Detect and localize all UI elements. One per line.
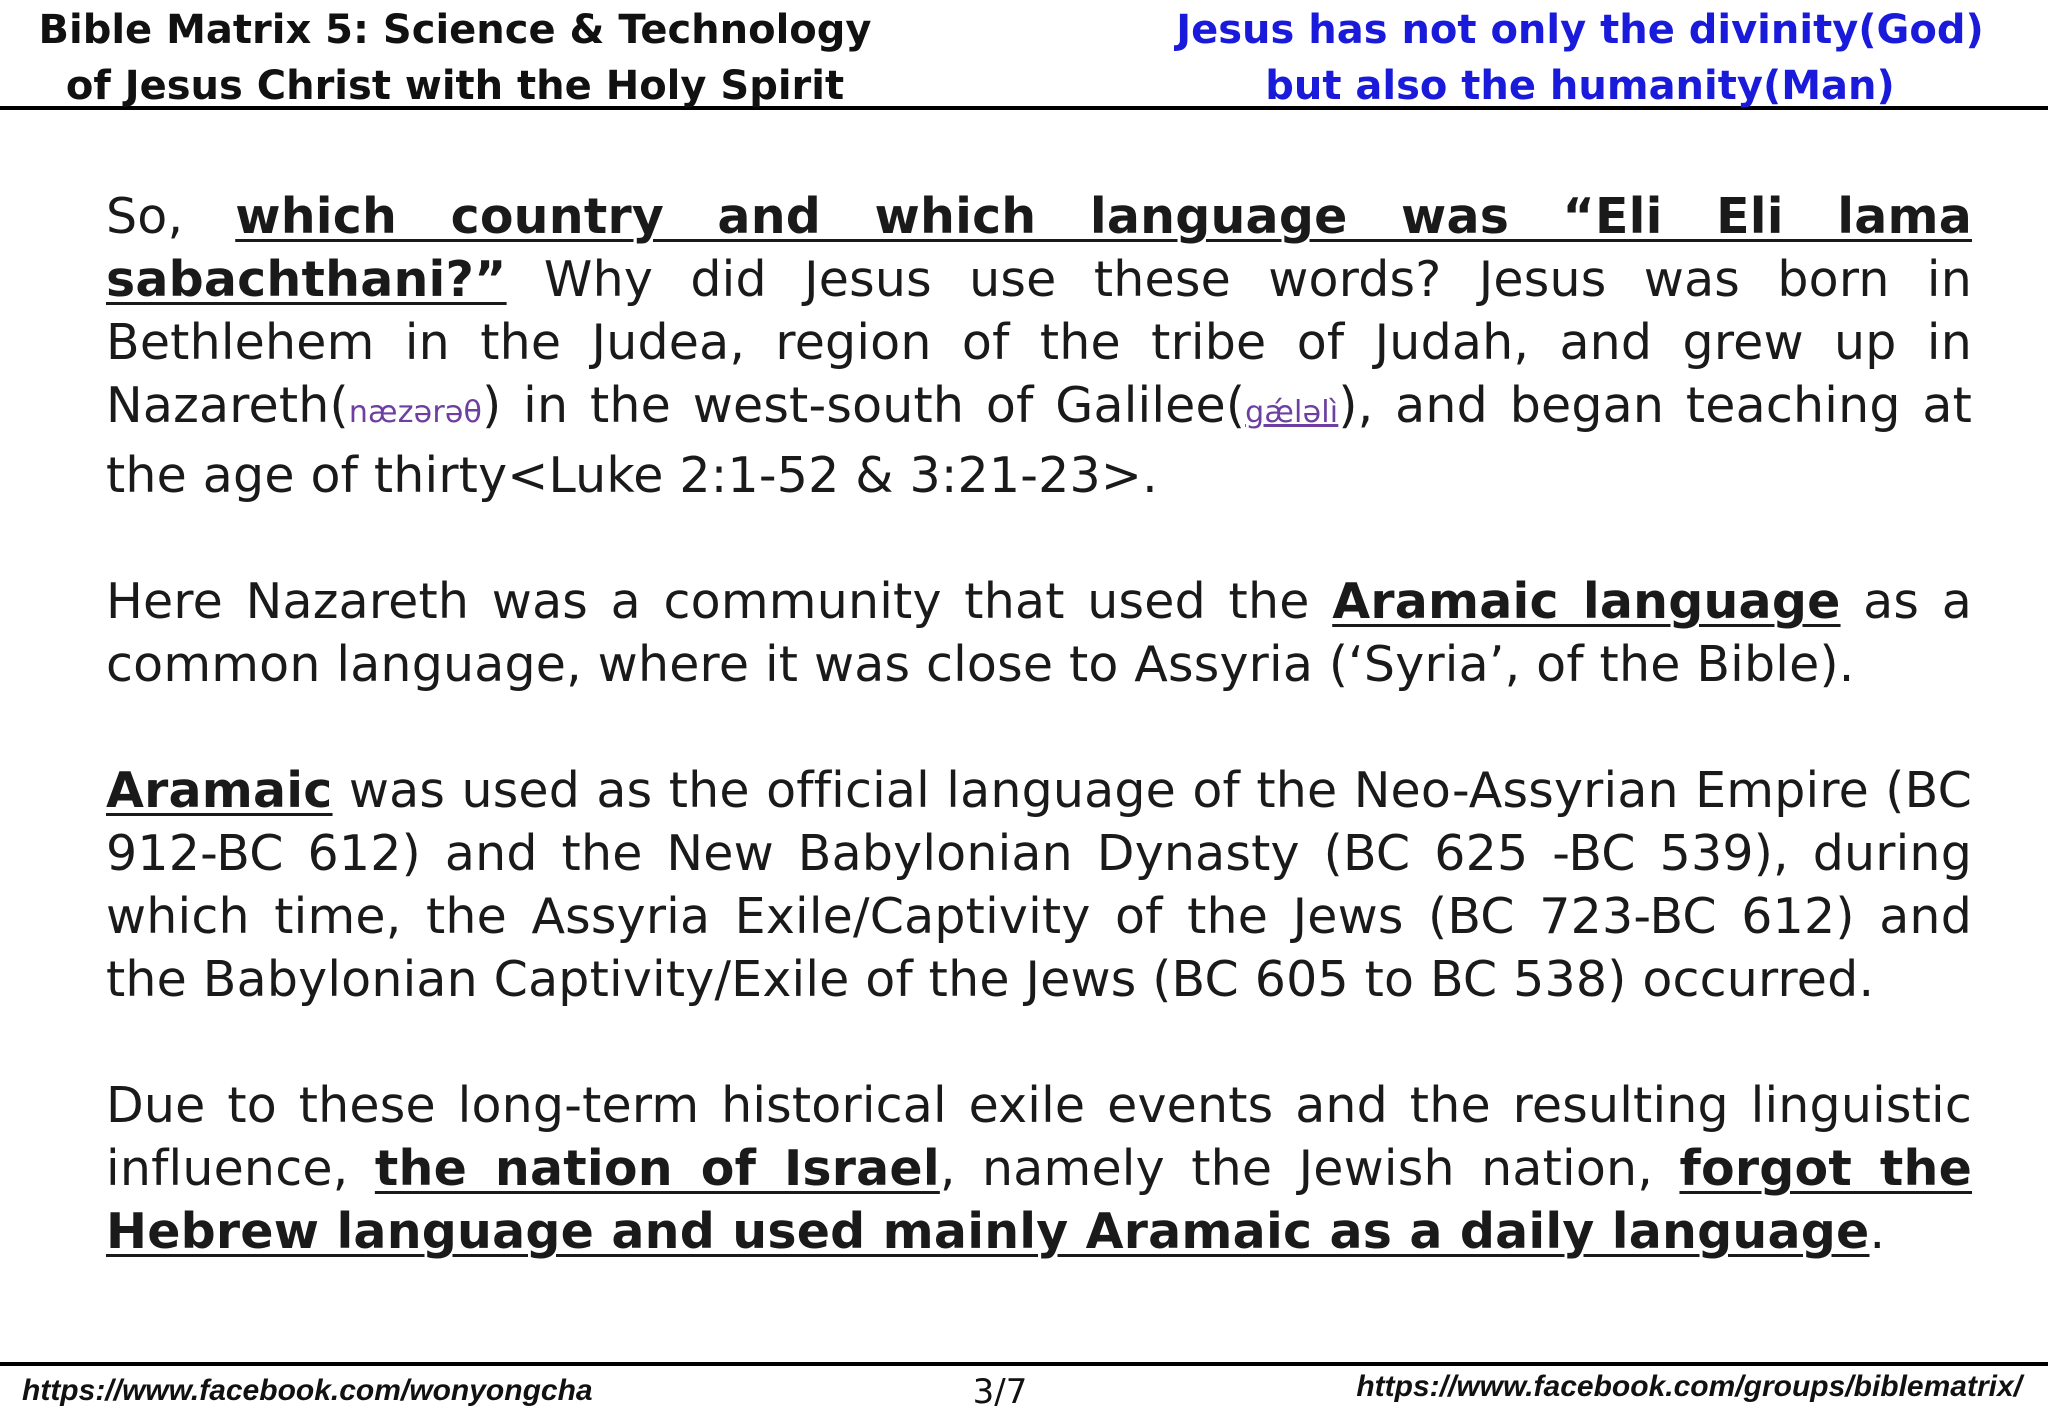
- slide-subtitle: [1140, 2, 2020, 114]
- paragraph-4: [106, 1074, 1972, 1263]
- paragraph-3: [106, 759, 1972, 1011]
- slide-subtitle-line1: Jesus has not only the divinity(God): [1176, 7, 1984, 53]
- pronunciation-nazareth: næzərəθ: [348, 395, 483, 430]
- page-number: 3/7: [972, 1372, 1028, 1412]
- slide-title-line2: of Jesus Christ with the Holy Spirit: [65, 63, 845, 109]
- slide-title-line1: Bible Matrix 5: Science & Technology: [38, 7, 872, 53]
- text-span: So,: [106, 188, 236, 245]
- emphasis-question: which country and which language was “Eli Eli lama sabachthani?”: [106, 188, 1972, 308]
- text-span: ), and began teaching at the age of thirty<Luke 2:1-52 & 3:21-23>.: [106, 377, 1973, 504]
- slide-body: [106, 185, 1972, 1326]
- slide-footer: [0, 1362, 2048, 1418]
- paragraph-2: [106, 570, 1972, 696]
- text-span: as a common language, where it was close to Assyria (‘Syria’, of the Bible).: [106, 573, 1972, 693]
- text-span: .: [1869, 1203, 1886, 1260]
- text-span: ) in the west-south of Galilee(: [482, 377, 1246, 434]
- text-span: Due to these long-term historical exile events and the resulting linguistic influence,: [106, 1077, 1972, 1197]
- emphasis-forgot-hebrew: forgot the Hebrew language and used mainly Aramaic as a daily language: [106, 1140, 1973, 1260]
- emphasis-aramaic: Aramaic: [106, 762, 333, 819]
- pronunciation-galilee-link[interactable]: gǽləlì: [1245, 395, 1339, 430]
- author-facebook-link[interactable]: https://www.facebook.com/wonyongcha: [22, 1374, 593, 1407]
- text-span: was used as the official language of the Neo-Assyrian Empire (BC 912-BC 612) and the New Babylonian Dynasty (BC 625 -BC 539), during which time, the Assyria Exile/Captivity of the Jews (BC 723-BC 612) and the Babylonian Captivity/Exile of the Jews (BC 605 to BC 538) occurred.: [106, 762, 1972, 1008]
- text-span: Here Nazareth was a community that used the: [106, 573, 1333, 630]
- slide-title: [30, 2, 880, 114]
- text-span: , namely the Jewish nation,: [939, 1140, 1680, 1197]
- emphasis-nation-of-israel: the nation of Israel: [374, 1140, 940, 1197]
- group-facebook-link[interactable]: https://www.facebook.com/groups/biblematrix/: [1356, 1370, 2022, 1403]
- text-span: Why did Jesus use these words? Jesus was born in Bethlehem in the Judea, region of the tribe of Judah, and grew up in Nazareth(: [106, 251, 1972, 434]
- slide-header: [0, 0, 2048, 110]
- paragraph-1: [106, 185, 1972, 507]
- slide-subtitle-line2: but also the humanity(Man): [1265, 63, 1895, 109]
- emphasis-aramaic-language: Aramaic language: [1332, 573, 1841, 630]
